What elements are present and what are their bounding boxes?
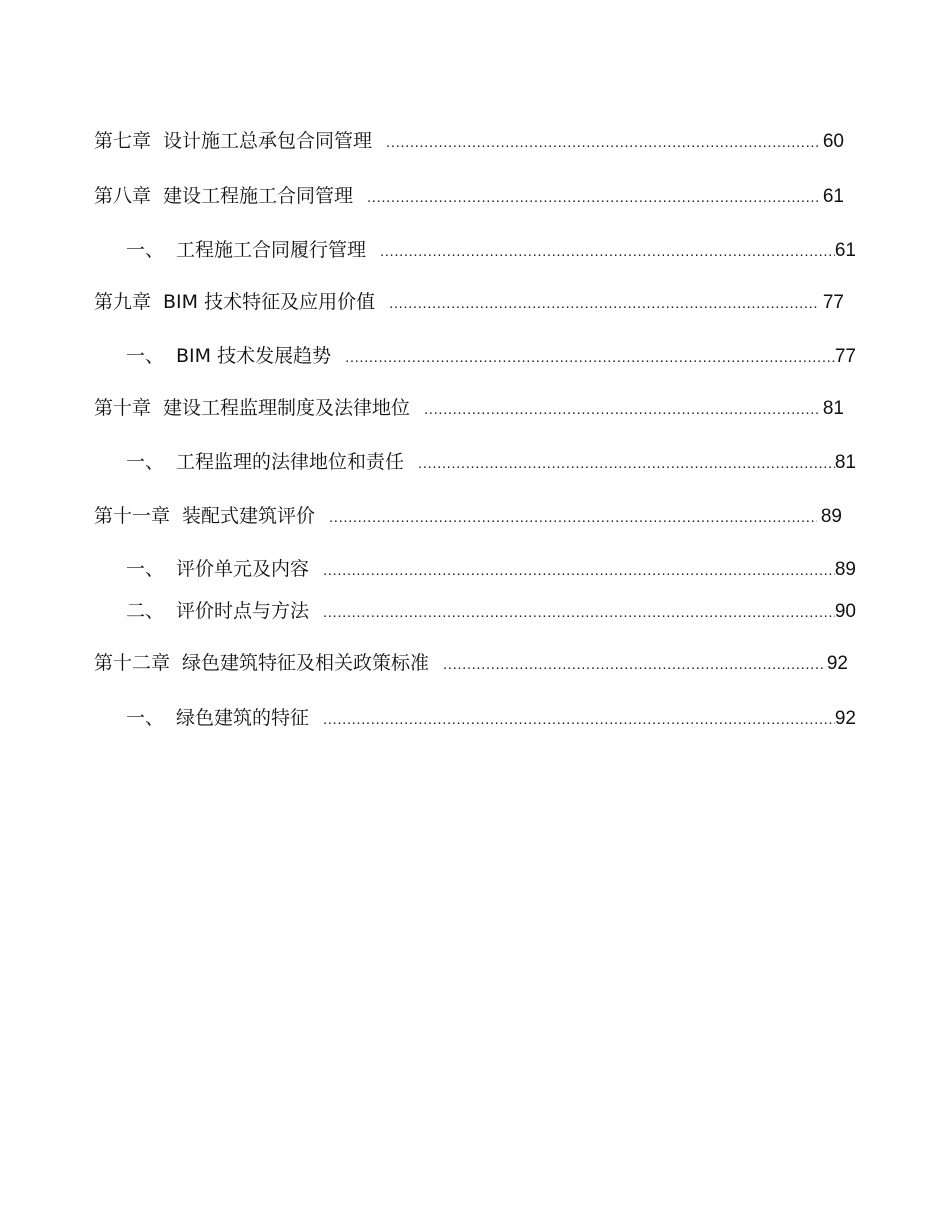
- toc-entry-title: 建设工程监理制度及法律地位: [163, 397, 411, 419]
- toc-entry-page-number: 89: [834, 559, 856, 580]
- toc-entry-number: 第八章: [94, 185, 152, 207]
- toc-entry-number: 第九章: [94, 291, 152, 313]
- toc-entry-number: 一、: [126, 239, 165, 261]
- toc-entry-number: 第十二章: [94, 652, 171, 674]
- toc-dot-leader: [386, 131, 819, 155]
- toc-entry-title: 装配式建筑评价: [182, 505, 316, 527]
- toc-entry-chapter-9[interactable]: [94, 290, 844, 316]
- toc-entry-section[interactable]: [126, 450, 856, 476]
- toc-entry-chapter-10[interactable]: [94, 396, 844, 422]
- toc-entry-title: 工程监理的法律地位和责任: [176, 451, 405, 473]
- toc-dot-leader: [389, 292, 819, 316]
- toc-entry-section[interactable]: [126, 706, 856, 732]
- toc-entry-number: 一、: [126, 345, 165, 367]
- toc-entry-page-number: 61: [834, 240, 856, 261]
- toc-entry-number: 一、: [126, 451, 165, 473]
- toc-entry-title: BIM 技术发展趋势: [176, 345, 332, 367]
- toc-entry-title: 评价单元及内容: [176, 558, 310, 580]
- toc-entry-page-number: 60: [822, 131, 844, 152]
- toc-entry-section[interactable]: [126, 238, 856, 264]
- toc-entry-page-number: 61: [822, 186, 844, 207]
- toc-entry-title: 工程施工合同履行管理: [176, 239, 367, 261]
- toc-entry-page-number: 81: [822, 398, 844, 419]
- toc-entry-title: 建设工程施工合同管理: [163, 185, 354, 207]
- toc-entry-title: 绿色建筑特征及相关政策标准: [182, 652, 430, 674]
- toc-entry-title: 绿色建筑的特征: [176, 707, 310, 729]
- toc-entry-page-number: 89: [820, 506, 842, 527]
- toc-entry-page-number: 81: [834, 452, 856, 473]
- toc-entry-title: BIM 技术特征及应用价值: [163, 291, 376, 313]
- toc-entry-number: 一、: [126, 558, 165, 580]
- toc-dot-leader: [345, 346, 835, 370]
- toc-entry-chapter-11[interactable]: [94, 504, 842, 530]
- toc-entry-number: 第十章: [94, 397, 152, 419]
- toc-entry-section[interactable]: [126, 344, 856, 370]
- toc-dot-leader: [323, 559, 835, 583]
- toc-entry-number: 第十一章: [94, 505, 171, 527]
- toc-entry-page-number: 90: [834, 601, 856, 622]
- toc-dot-leader: [443, 653, 823, 677]
- toc-dot-leader: [367, 186, 819, 210]
- toc-entry-page-number: 77: [834, 346, 856, 367]
- toc-entry-number: 第七章: [94, 130, 152, 152]
- toc-entry-page-number: 92: [826, 653, 848, 674]
- toc-entry-chapter-8[interactable]: [94, 184, 844, 210]
- toc-entry-page-number: 77: [822, 292, 844, 313]
- toc-entry-chapter-12[interactable]: [94, 651, 848, 677]
- toc-entry-page-number: 92: [834, 708, 856, 729]
- toc-entry-section[interactable]: [126, 557, 856, 583]
- toc-entry-chapter-7[interactable]: [94, 129, 844, 155]
- toc-entry-title: 评价时点与方法: [176, 600, 310, 622]
- toc-dot-leader: [424, 398, 819, 422]
- toc-dot-leader: [323, 708, 835, 732]
- toc-dot-leader: [323, 601, 835, 625]
- toc-dot-leader: [418, 452, 835, 476]
- toc-dot-leader: [380, 240, 835, 264]
- toc-entry-title: 设计施工总承包合同管理: [163, 130, 373, 152]
- toc-dot-leader: [329, 506, 817, 530]
- toc-entry-number: 二、: [126, 600, 165, 622]
- toc-entry-section[interactable]: [126, 599, 856, 625]
- toc-entry-number: 一、: [126, 707, 165, 729]
